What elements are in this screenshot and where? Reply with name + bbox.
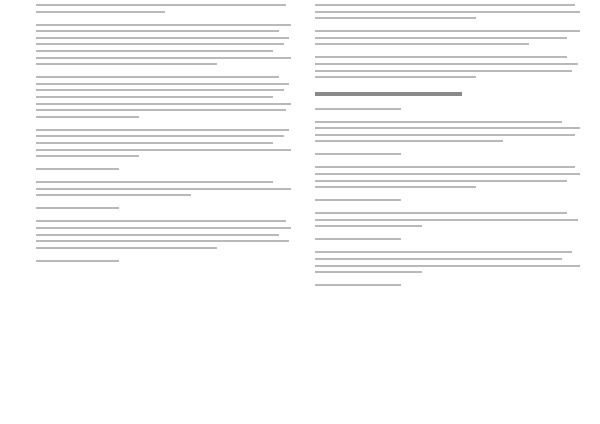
paragraph-line — [315, 56, 567, 58]
paragraph-line — [36, 11, 165, 13]
subheading-line — [315, 199, 401, 201]
paragraph-line — [36, 109, 286, 111]
paragraph-line — [36, 227, 291, 229]
paragraph-line — [315, 251, 572, 253]
paragraph-line — [36, 188, 291, 190]
paragraph-line — [315, 4, 575, 6]
heading-line — [315, 92, 462, 96]
paragraph-line — [315, 17, 476, 19]
paragraph-line — [315, 37, 567, 39]
paragraph-line — [315, 219, 578, 221]
subheading-line — [36, 207, 119, 209]
paragraph-line — [315, 258, 562, 260]
paragraph-line — [315, 30, 580, 32]
subheading-line — [315, 238, 401, 240]
paragraph-line — [36, 89, 284, 91]
paragraph-line — [36, 50, 273, 52]
paragraph-line — [36, 181, 273, 183]
paragraph-line — [36, 4, 286, 6]
paragraph-line — [315, 271, 422, 273]
paragraph-line — [315, 166, 575, 168]
paragraph-line — [315, 63, 578, 65]
paragraph-line — [36, 247, 217, 249]
paragraph-line — [315, 265, 580, 267]
paragraph-line — [36, 43, 284, 45]
paragraph-line — [36, 103, 291, 105]
paragraph-line — [315, 180, 567, 182]
paragraph-line — [36, 24, 291, 26]
subheading-line — [36, 260, 119, 262]
paragraph-line — [315, 127, 580, 129]
paragraph-line — [36, 116, 139, 118]
subheading-line — [36, 168, 119, 170]
paragraph-line — [315, 225, 422, 227]
paragraph-line — [36, 234, 279, 236]
paragraph-line — [315, 11, 580, 13]
paragraph-line — [315, 212, 567, 214]
paragraph-line — [36, 155, 139, 157]
paragraph-line — [315, 140, 503, 142]
paragraph-line — [36, 63, 217, 65]
paragraph-line — [36, 76, 279, 78]
paragraph-line — [36, 149, 291, 151]
subheading-line — [315, 284, 401, 286]
paragraph-line — [36, 220, 286, 222]
subheading-line — [315, 153, 401, 155]
paragraph-line — [315, 134, 575, 136]
paragraph-line — [315, 43, 529, 45]
paragraph-line — [36, 57, 291, 59]
paragraph-line — [315, 121, 562, 123]
paragraph-line — [36, 83, 289, 85]
subheading-line — [315, 108, 401, 110]
paragraph-line — [315, 173, 580, 175]
paragraph-line — [315, 76, 476, 78]
paragraph-line — [315, 70, 572, 72]
paragraph-line — [36, 129, 289, 131]
paragraph-line — [315, 186, 476, 188]
paragraph-line — [36, 135, 284, 137]
paragraph-line — [36, 96, 273, 98]
paragraph-line — [36, 240, 289, 242]
paragraph-line — [36, 30, 279, 32]
paragraph-line — [36, 194, 191, 196]
paragraph-line — [36, 37, 289, 39]
paragraph-line — [36, 142, 273, 144]
